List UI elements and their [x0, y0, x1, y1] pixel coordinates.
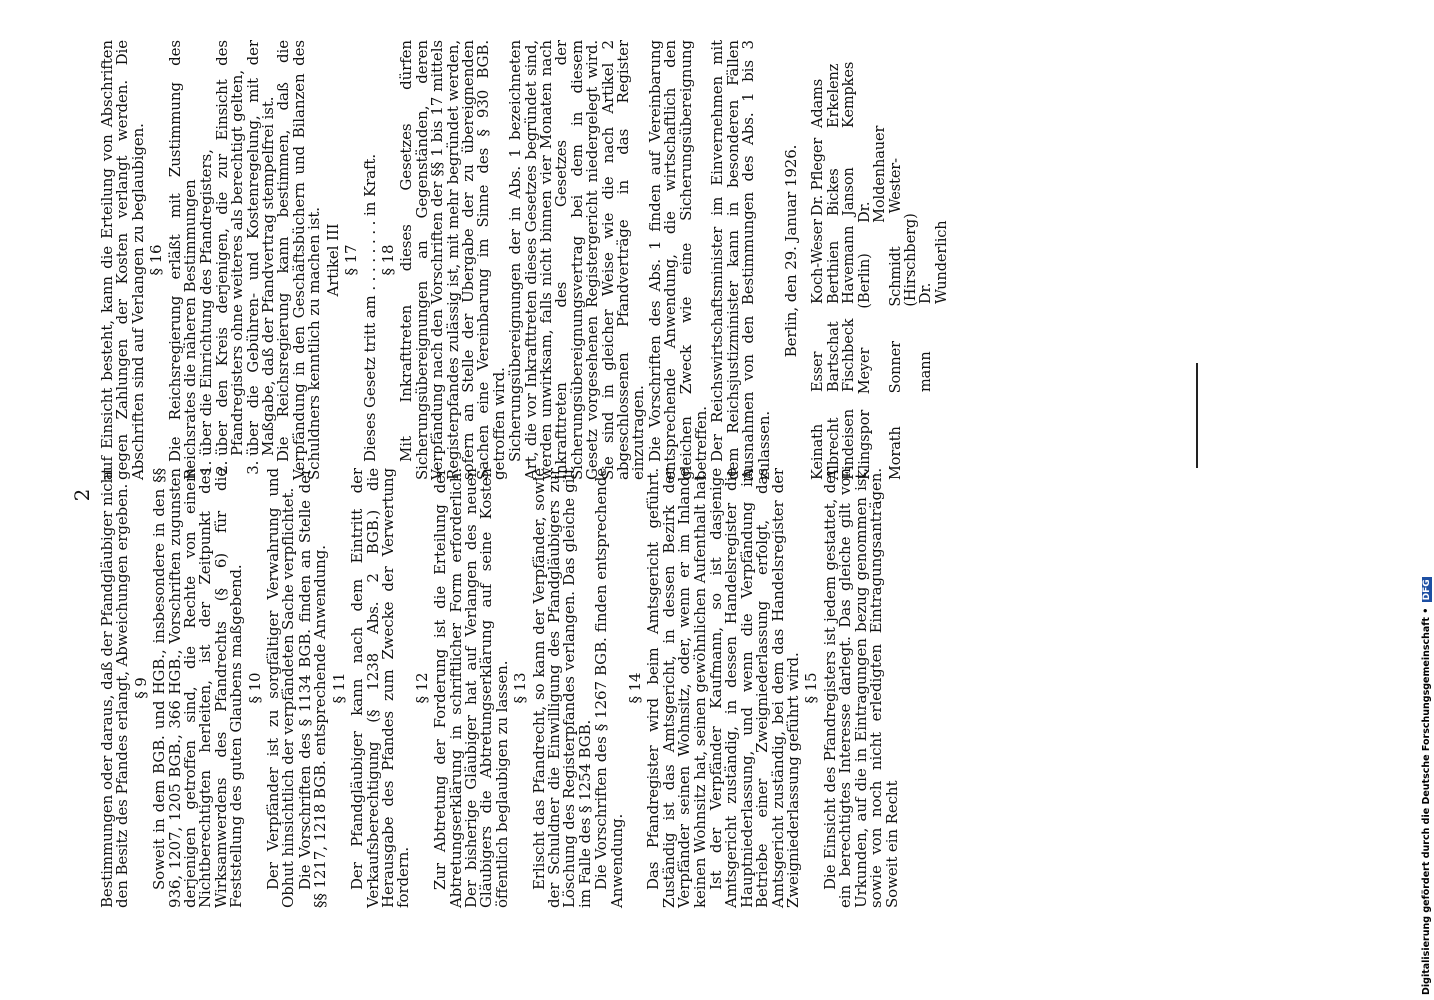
- paragraph: Der Pfandgläubiger kann nach dem Eintritt der Verkaufsberechtigung (§ 1238 Abs. 2 BGB.) die Herausgabe des Pfandes zum Zwecke der Verwertung fordern.: [348, 468, 413, 908]
- funding-notice-text: Digitalisierung gefördert durch die Deutsche Forschungsgemeinschaft •: [1421, 607, 1432, 995]
- paragraph: Die Reichsregierung kann bestimmen, daß die Verpfändung in den Geschäftsbüchern und Bilanzen des Schuldners kenntlich zu machen ist.: [274, 40, 324, 480]
- section-heading: § 14: [626, 672, 644, 704]
- signatory: Koch-Weser: [810, 219, 827, 304]
- signature-row: [919, 40, 950, 480]
- section-heading: § 12: [412, 672, 431, 704]
- paragraph: Erlischt das Pfandrecht, so kann der Verpfänder, sowie der Schuldner die Einwilligung des Pfandgläubigers zur Löschung des Registerpfandes verlangen. Das gleiche gilt im Falle des § 1254 BGB.: [529, 468, 594, 908]
- signatory: mann: [918, 351, 935, 392]
- signatory: Bickes: [825, 168, 842, 216]
- signatory: Kempkes: [841, 61, 858, 128]
- signatory: (Berlin): [856, 253, 873, 309]
- signatory: [858, 40, 889, 126]
- list-item: 3. über die Gebühren- und Kostenregelung, mit der Maßgabe, daß der Pfandvertrag stempelfrei ist.: [246, 40, 277, 456]
- section-heading: § 15: [802, 672, 821, 704]
- signatory: Janson: [841, 167, 858, 216]
- section-heading: § 10: [245, 672, 264, 704]
- signatory: Bartschat: [825, 321, 842, 392]
- paragraph: Das Pfandregister wird beim Amtsgericht geführt. Zuständig ist das Amtsgericht, in dessen Bezirk der Verpfänder seinen Wohnsitz, oder, wenn er im Inlande keinen Wohnsitz hat, seinen gewöhnlichen Aufenthalt hat.: [644, 468, 709, 908]
- paragraph: Soweit in dem BGB. und HGB., insbesondere in den §§ 936, 1207, 1205 BGB., 366 HGB., Vorschriften zugunsten derjenigen getroffen sind, die Rechte von einem Nichtberechtigten herleiten, ist der Zeitpunkt des Wirksamwerdens des Pfandrechts (§ 6) für die Feststellung des guten Glaubens maßgebend.: [150, 468, 246, 908]
- signatory: Albrecht: [825, 417, 842, 480]
- signatory: Findeisen: [841, 409, 858, 480]
- date-line: Berlin, den 29. Januar 1926.: [782, 144, 801, 358]
- right-column: [100, 40, 950, 480]
- paragraph: Der Verpfänder ist zu sorgfältiger Verwahrung und Obhut hinsichtlich der verpfändeten Sache verpflichtet.: [264, 468, 298, 908]
- signatory: Sonner: [887, 341, 904, 394]
- signatory: Schmidt (Hirschberg): [887, 213, 919, 307]
- signature-row: [827, 40, 842, 480]
- signatory: Berthien: [825, 240, 842, 304]
- signatory: [889, 40, 920, 127]
- signatory: Havemann: [841, 225, 858, 304]
- paragraph: Zur Abtretung der Forderung ist die Erteilung der Abtretungserklärung in schriftlicher Form erforderlich. Der bisherige Gläubiger hat auf Verlangen des neuen Gläubigers die Abtretungserklärung auf seine Kosten öffentlich beglaubigen zu lassen.: [431, 468, 511, 908]
- paragraph: Der Reichswirtschaftsminister im Einvernehmen mit dem Reichsjustizminister kann in besonderen Fällen Ausnahmen von den Bestimmungen des Abs. 1 bis 3 zulassen.: [708, 40, 773, 480]
- signature-row: [811, 40, 826, 480]
- signatory: Dr. Wunderlich: [918, 220, 950, 304]
- signature-row: [889, 40, 920, 480]
- paragraph: Sicherungsübereignungen der in Abs. 1 bezeichneten Art, die vor Inkrafttreten dieses Gesetzes begründet sind, werden unwirksam, falls nicht binnen vier Monaten nach Inkrafttreten des Gesetzes der Sicherungsübereignungsvertrag bei dem in diesem Gesetz vorgesehenen Registergericht niedergelegt wird. Sie sind in gleicher Weise wie die nach Artikel 2 abgeschlossenen Pfandverträge in das Register einzutragen.: [506, 40, 648, 480]
- page-number: 2: [70, 488, 94, 502]
- signatory: [919, 128, 950, 216]
- section-heading: § 16: [147, 244, 166, 276]
- paragraph: Bestimmungen oder daraus, daß der Pfandgläubiger nicht den Besitz des Pfandes erlangt, Abweichungen ergeben.: [98, 468, 132, 908]
- signatory: Meyer: [856, 347, 873, 395]
- paragraph: Mit Inkrafttreten dieses Gesetzes dürfen Sicherungsübereignungen an Gegenständen, deren Verpfändung nach den Vorschriften der §§ 1 bis 17 mittels Registerpfandes zulässig ist, mit mehr begründet werden, sofern an Stelle der Übergabe der zu übereignenden Sachen eine Vereinbarung im Sinne des § 930 BGB. getroffen wird.: [397, 40, 508, 480]
- paragraph: Dieses Gesetz tritt am . . . . . . . . in Kraft.: [360, 153, 379, 462]
- signatory: Dr. Moldenhauer: [856, 125, 889, 223]
- paragraph: Die Reichsregierung erläßt mit Zustimmung des Reichsrates die näheren Bestimmungen: [165, 40, 200, 480]
- signatory: Dr. Pfleger: [810, 137, 827, 216]
- list-item: 1. über die Einrichtung des Pfandregisters,: [199, 40, 214, 456]
- left-column: [100, 468, 901, 908]
- signatory: Erkelenz: [825, 63, 842, 128]
- signature-row: [858, 40, 889, 480]
- signatory: Fischbeck: [841, 318, 858, 392]
- paragraph: Die Vorschriften des Abs. 1 finden auf Vereinbarung entsprechende Anwendung, die wirtschaftlich den gleichen Zweck wie eine Sicherungsübereignung betreffen.: [645, 40, 711, 480]
- signatory: Esser: [810, 351, 827, 392]
- funding-notice: [1421, 577, 1432, 995]
- list-item: 2. über den Kreis derjenigen, die zur Einsicht des Pfandregisters ohne weiteres als berechtigt gelten,: [215, 40, 246, 456]
- section-heading: § 18: [378, 244, 397, 276]
- signatory: Adams: [810, 78, 827, 128]
- paragraph: Die Vorschriften des § 1267 BGB. finden entsprechende Anwendung.: [592, 468, 626, 908]
- section-heading: § 13: [511, 672, 530, 704]
- signatory: Klingspor: [856, 409, 873, 480]
- signatory: Wester-: [887, 158, 904, 214]
- end-rule-divider: [1196, 363, 1198, 468]
- numbered-list: [199, 40, 276, 480]
- paragraph: Die Einsicht des Pfandregisters ist jedem gestattet, der ein berechtigtes Interesse darlegt. Das gleiche gilt von Urkunden, auf die in Eintragungen bezug genommen ist, sowie von noch nicht erledigten Eintragungsanträgen. Soweit ein Recht: [820, 468, 901, 908]
- signature-row: [842, 40, 857, 480]
- section-heading: § 11: [329, 672, 348, 704]
- paragraph: auf Einsicht besteht, kann die Erteilung von Abschriften gegen Zahlungen der Kosten verlangt werden. Die Abschriften sind auf Verlangen zu beglaubigen.: [98, 40, 147, 480]
- section-heading: § 17: [342, 244, 361, 276]
- signatory: [919, 392, 950, 480]
- section-heading: § 9: [131, 677, 150, 699]
- signature-block: [811, 40, 950, 480]
- signatory: [919, 40, 950, 128]
- signatory: Morath: [887, 426, 904, 480]
- article-heading: Artikel III: [323, 223, 342, 297]
- paragraph: Ist der Verpfänder Kaufmann, so ist dasjenige Amtsgericht zuständig, in dessen Handelsregister die Hauptniederlassung, und wenn die Verpfändung im Betriebe einer Zweigniederlassung erfolgt, das Amtsgericht zuständig, bei dem das Handelsregister der Zweigniederlassung geführt wird.: [707, 468, 803, 908]
- signatory: Keinath: [810, 423, 827, 480]
- paragraph: Die Vorschriften des § 1134 BGB. finden an Stelle der §§ 1217, 1218 BGB. entsprechende Anwendung.: [295, 468, 330, 908]
- dfg-logo-badge: DFG: [1422, 579, 1432, 601]
